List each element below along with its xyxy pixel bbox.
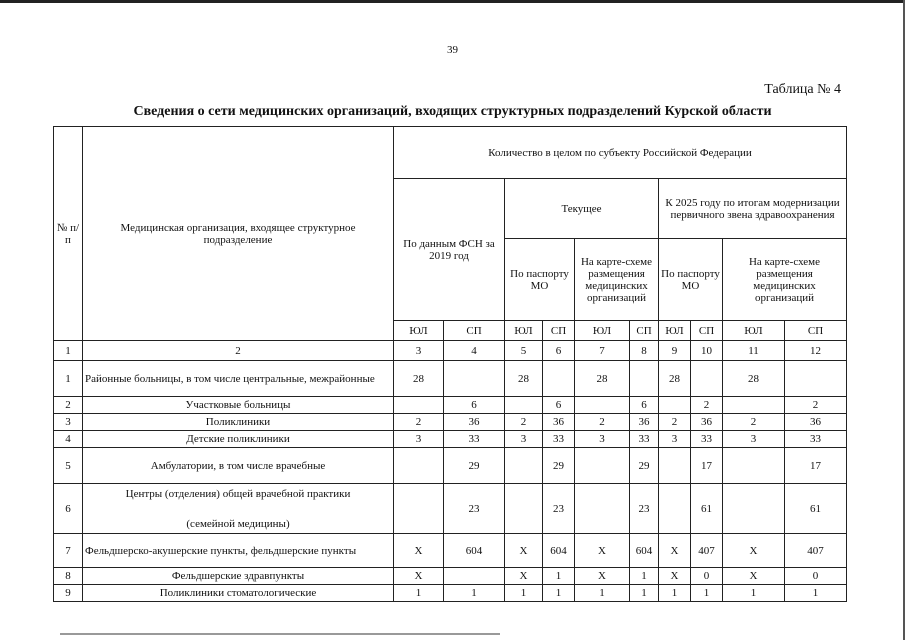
cell-value: 61 (785, 484, 847, 534)
cell-value: 36 (543, 414, 575, 431)
cell-value (575, 484, 630, 534)
cell-value: X (723, 568, 785, 585)
cell-value: 3 (394, 431, 444, 448)
header-sp: СП (630, 321, 659, 341)
cell-value: 6 (444, 397, 505, 414)
cell-value: 29 (543, 448, 575, 484)
table-row (54, 431, 847, 448)
column-number-row (54, 341, 847, 361)
data-table (53, 126, 847, 602)
cell-value: 1 (575, 585, 630, 602)
header-map-scheme-2025: На карте-схеме размещения медицинских организаций (723, 239, 847, 321)
header-2025: К 2025 году по итогам модернизации первичного звена здравоохранения (659, 179, 847, 239)
table-row (54, 534, 847, 568)
cell-value (444, 568, 505, 585)
page-frame-top (0, 0, 905, 3)
cell-value: 17 (785, 448, 847, 484)
cell-value: 36 (691, 414, 723, 431)
header-yl: ЮЛ (575, 321, 630, 341)
cell-value: X (505, 568, 543, 585)
cell-value: X (394, 568, 444, 585)
cell-value (659, 397, 691, 414)
cell-value: 33 (630, 431, 659, 448)
cell-value: 3 (723, 431, 785, 448)
column-number: 5 (505, 341, 543, 361)
header-total: Количество в целом по субъекту Российской Федерации (394, 127, 847, 179)
cell-value: 28 (723, 361, 785, 397)
table-row (54, 448, 847, 484)
header-yl: ЮЛ (394, 321, 444, 341)
row-number: 4 (54, 431, 83, 448)
table-row (54, 414, 847, 431)
cell-value: X (505, 534, 543, 568)
row-number: 7 (54, 534, 83, 568)
cell-value: X (575, 568, 630, 585)
header-yl: ЮЛ (723, 321, 785, 341)
cell-value (723, 397, 785, 414)
org-name-line: Центры (отделения) общей врачебной практики (125, 487, 351, 500)
cell-value (394, 484, 444, 534)
cell-value: X (575, 534, 630, 568)
cell-value: 2 (575, 414, 630, 431)
cell-value: 23 (444, 484, 505, 534)
cell-value: 604 (630, 534, 659, 568)
cell-value: X (394, 534, 444, 568)
org-name: Фельдшерско-акушерские пункты, фельдшерские пункты (83, 534, 394, 568)
column-number: 11 (723, 341, 785, 361)
header-row-1 (54, 127, 847, 179)
cell-value: 604 (444, 534, 505, 568)
cell-value: 33 (444, 431, 505, 448)
cell-value: 1 (444, 585, 505, 602)
cell-value: 3 (575, 431, 630, 448)
header-map-scheme: На карте-схеме размещения медицинских организаций (575, 239, 659, 321)
cell-value: 407 (785, 534, 847, 568)
cell-value (723, 448, 785, 484)
cell-value: 407 (691, 534, 723, 568)
org-name: Амбулатории, в том числе врачебные (83, 448, 394, 484)
cell-value (543, 361, 575, 397)
header-fsn: По данным ФСН за 2019 год (394, 179, 505, 321)
cell-value: 3 (505, 431, 543, 448)
cell-value: 28 (575, 361, 630, 397)
column-number: 8 (630, 341, 659, 361)
cell-value: 2 (394, 414, 444, 431)
cell-value: 61 (691, 484, 723, 534)
table-body (54, 361, 847, 602)
header-sp: СП (543, 321, 575, 341)
cell-value: 0 (785, 568, 847, 585)
column-number: 10 (691, 341, 723, 361)
cell-value: 1 (394, 585, 444, 602)
org-name: Детские поликлиники (83, 431, 394, 448)
cell-value: 29 (630, 448, 659, 484)
cell-value: 1 (723, 585, 785, 602)
org-name-line: (семейной медицины) (186, 517, 290, 530)
table-row (54, 568, 847, 585)
header-sp: СП (691, 321, 723, 341)
cell-value: 2 (505, 414, 543, 431)
row-number: 5 (54, 448, 83, 484)
header-passport: По паспорту МО (505, 239, 575, 321)
org-name: Поликлиники стоматологические (83, 585, 394, 602)
cell-value: 1 (630, 568, 659, 585)
row-number: 3 (54, 414, 83, 431)
header-sp: СП (444, 321, 505, 341)
cell-value: 3 (659, 431, 691, 448)
table-row (54, 361, 847, 397)
column-number: 6 (543, 341, 575, 361)
cell-value: 1 (630, 585, 659, 602)
column-number: 9 (659, 341, 691, 361)
column-number: 1 (54, 341, 83, 361)
table-label: Таблица № 4 (764, 82, 841, 97)
cell-value: 2 (723, 414, 785, 431)
org-name (83, 484, 394, 534)
cell-value: 604 (543, 534, 575, 568)
cell-value (575, 448, 630, 484)
cell-value: 36 (444, 414, 505, 431)
cell-value: 1 (691, 585, 723, 602)
page-number: 39 (447, 44, 458, 56)
row-number: 9 (54, 585, 83, 602)
cell-value: X (659, 534, 691, 568)
cell-value: X (659, 568, 691, 585)
cell-value: 1 (543, 585, 575, 602)
cell-value: 1 (505, 585, 543, 602)
cell-value: 33 (785, 431, 847, 448)
cell-value (394, 448, 444, 484)
cell-value: 1 (659, 585, 691, 602)
cell-value (785, 361, 847, 397)
cell-value: 33 (691, 431, 723, 448)
cell-value: X (723, 534, 785, 568)
cell-value: 2 (785, 397, 847, 414)
table-row (54, 484, 847, 534)
header-current: Текущее (505, 179, 659, 239)
row-number: 6 (54, 484, 83, 534)
cell-value: 6 (543, 397, 575, 414)
cell-value: 33 (543, 431, 575, 448)
header-sp: СП (785, 321, 847, 341)
cell-value (659, 484, 691, 534)
org-name: Районные больницы, в том числе центральные, межрайонные (83, 361, 394, 397)
cell-value: 2 (691, 397, 723, 414)
cell-value: 36 (785, 414, 847, 431)
column-number: 12 (785, 341, 847, 361)
cell-value (575, 397, 630, 414)
column-number: 7 (575, 341, 630, 361)
cell-value (659, 448, 691, 484)
cell-value: 28 (505, 361, 543, 397)
cell-value (505, 448, 543, 484)
cell-value (505, 397, 543, 414)
header-yl: ЮЛ (659, 321, 691, 341)
scan-artifact (60, 633, 500, 635)
org-name: Фельдшерские здравпункты (83, 568, 394, 585)
column-number: 4 (444, 341, 505, 361)
cell-value (394, 397, 444, 414)
column-number: 2 (83, 341, 394, 361)
cell-value: 17 (691, 448, 723, 484)
cell-value (505, 484, 543, 534)
cell-value (630, 361, 659, 397)
table-row (54, 397, 847, 414)
org-name: Поликлиники (83, 414, 394, 431)
column-number: 3 (394, 341, 444, 361)
org-name: Участковые больницы (83, 397, 394, 414)
cell-value: 1 (543, 568, 575, 585)
cell-value: 0 (691, 568, 723, 585)
cell-value (723, 484, 785, 534)
header-org: Медицинская организация, входящее структурное подразделение (83, 127, 394, 341)
cell-value (691, 361, 723, 397)
cell-value: 1 (785, 585, 847, 602)
header-passport-2025: По паспорту МО (659, 239, 723, 321)
cell-value: 6 (630, 397, 659, 414)
cell-value: 23 (543, 484, 575, 534)
row-number: 2 (54, 397, 83, 414)
header-yl: ЮЛ (505, 321, 543, 341)
cell-value: 36 (630, 414, 659, 431)
row-number: 8 (54, 568, 83, 585)
header-num: № п/п (54, 127, 83, 341)
cell-value: 23 (630, 484, 659, 534)
cell-value (444, 361, 505, 397)
cell-value: 2 (659, 414, 691, 431)
table-title: Сведения о сети медицинских организаций, входящих структурных подразделений Курской области (133, 104, 772, 119)
cell-value: 29 (444, 448, 505, 484)
table-row (54, 585, 847, 602)
cell-value: 28 (394, 361, 444, 397)
row-number: 1 (54, 361, 83, 397)
cell-value: 28 (659, 361, 691, 397)
